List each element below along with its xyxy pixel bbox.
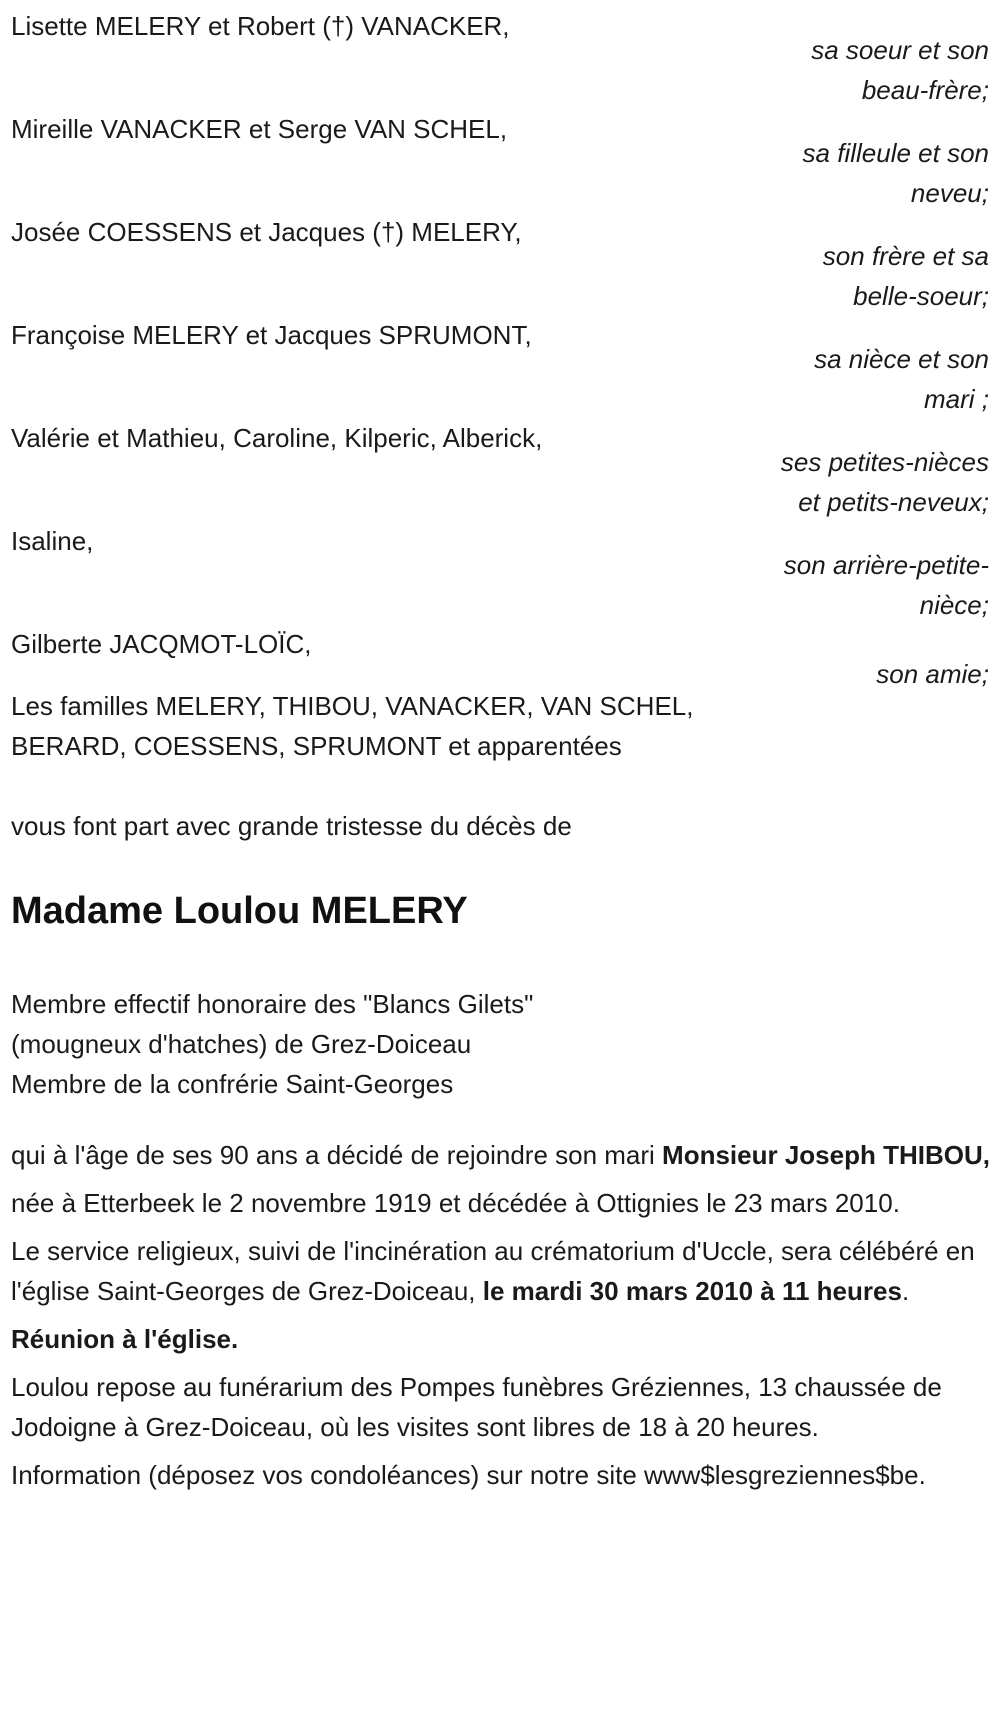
husband-name: Monsieur Joseph THIBOU, xyxy=(662,1140,990,1170)
memberships xyxy=(11,984,911,1104)
age-paragraph: qui à l'âge de ses 90 ans a décidé de rejoindre son mari Monsieur Joseph THIBOU, xyxy=(11,1140,990,1170)
meeting-note: Réunion à l'église. xyxy=(11,1324,239,1354)
family-entry xyxy=(11,418,989,521)
family-entry xyxy=(11,315,989,418)
family-entry xyxy=(11,212,989,315)
family-entry-relation: son frère et sa belle-soeur; xyxy=(822,241,989,311)
families-list: Les familles MELERY, THIBOU, VANACKER, VAN SCHEL, BERARD, COESSENS, SPRUMONT et apparentées xyxy=(11,691,694,761)
info-paragraph: Information (déposez vos condoléances) sur notre site www$lesgreziennes$be. xyxy=(11,1460,926,1490)
birth-death-paragraph: née à Etterbeek le 2 novembre 1919 et décédée à Ottignies le 23 mars 2010. xyxy=(11,1188,900,1218)
family-entry xyxy=(11,624,989,689)
deceased-name: Madame Loulou MELERY xyxy=(11,890,468,932)
family-entry-name: Isaline, xyxy=(11,526,94,556)
family-entry-name: Lisette MELERY et Robert (†) VANACKER, xyxy=(11,11,510,41)
family-entry xyxy=(11,521,989,624)
membership-line: (mougneux d'hatches) de Grez-Doiceau xyxy=(11,1029,472,1059)
membership-line: Membre de la confrérie Saint-Georges xyxy=(11,1069,454,1099)
family-entry-relation: sa filleule et son neveu; xyxy=(802,138,989,208)
service-paragraph: Le service religieux, suivi de l'incinération au crématorium d'Uccle, sera célébéré en l'église Saint-Georges de Grez-Doiceau, le mardi 30 mars 2010 à 11 heures. xyxy=(11,1236,975,1306)
obituary-body xyxy=(11,1135,991,1503)
family-entry-name: Mireille VANACKER et Serge VAN SCHEL, xyxy=(11,114,508,144)
family-entry xyxy=(11,109,989,212)
family-entry-name: Gilberte JACQMOT-LOÏC, xyxy=(11,629,312,659)
family-entry-name: Françoise MELERY et Jacques SPRUMONT, xyxy=(11,320,532,350)
repose-paragraph: Loulou repose au funérarium des Pompes funèbres Gréziennes, 13 chaussée de Jodoigne à Grez-Doiceau, où les visites sont libres de 18 à 20 heures. xyxy=(11,1372,942,1442)
service-date: le mardi 30 mars 2010 à 11 heures xyxy=(482,1276,902,1306)
family-list xyxy=(11,6,989,689)
family-entry-relation: sa nièce et son mari ; xyxy=(814,344,989,414)
family-entry-relation: son amie; xyxy=(876,659,989,689)
family-entry-name: Josée COESSENS et Jacques (†) MELERY, xyxy=(11,217,522,247)
family-entry-relation: son arrière-petite- nièce; xyxy=(783,550,989,620)
family-entry-relation: sa soeur et son beau-frère; xyxy=(811,35,989,105)
family-entry-relation: ses petites-nièces et petits-neveux; xyxy=(780,447,989,517)
announcement-text: vous font part avec grande tristesse du décès de xyxy=(11,811,572,841)
family-entry-name: Valérie et Mathieu, Caroline, Kilperic, Alberick, xyxy=(11,423,543,453)
family-entry xyxy=(11,6,989,109)
membership-line: Membre effectif honoraire des "Blancs Gilets" xyxy=(11,989,534,1019)
